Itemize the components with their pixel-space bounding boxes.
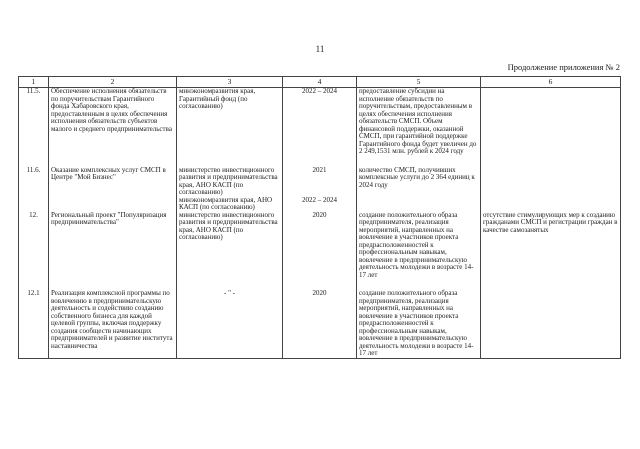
responsible-party: минэкономразвития края, Гарантийный фонд (по согласованию) <box>177 88 283 156</box>
effect-note <box>481 197 621 212</box>
column-header: 3 <box>177 77 283 88</box>
table-row <box>19 212 621 280</box>
column-header: 1 <box>19 77 49 88</box>
row-number: 11.6. <box>19 167 49 197</box>
measure-text <box>49 197 177 212</box>
row-number: 12.1 <box>19 290 49 358</box>
responsible-party: - " - <box>177 290 283 358</box>
column-header: 5 <box>357 77 481 88</box>
appendix-table <box>18 76 621 359</box>
table-row <box>19 290 621 358</box>
column-header: 2 <box>49 77 177 88</box>
effect-note: отсутствие стимулирующих мер к созданию гражданами СМСП и регистрации граждан в качестве самозанятых <box>481 212 621 280</box>
expected-result: количество СМСП, получивших комплексные услуги до 2 364 единиц к 2024 году <box>357 167 481 197</box>
term: 2022 – 2024 <box>283 197 357 212</box>
column-header: 4 <box>283 77 357 88</box>
effect-note <box>481 167 621 197</box>
term: 2021 <box>283 167 357 197</box>
row-number <box>19 197 49 212</box>
term: 2020 <box>283 212 357 280</box>
row-number: 12. <box>19 212 49 280</box>
expected-result: создание положительного образа предпринимателя, реализация мероприятий, направленных на вовлечение в участников проекта предрасположенностей к профессиональным навыкам, вовлечение в предпринимательскую деятельность молодежи в возрасте 14-17 лет <box>357 212 481 280</box>
effect-note <box>481 88 621 156</box>
header-row <box>19 77 621 88</box>
measure-text: Оказание комплексных услуг СМСП в Центре "Мой Бизнес" <box>49 167 177 197</box>
column-header: 6 <box>481 77 621 88</box>
table-spacer <box>19 156 621 167</box>
table-row <box>19 88 621 156</box>
responsible-party: министерство инвестиционного развития и предпринимательства края, АНО КАСП (по согласованию) <box>177 212 283 280</box>
responsible-party: минэкономразвития края, АНО КАСП (по согласованию) <box>177 197 283 212</box>
effect-note <box>481 290 621 358</box>
measure-text: Региональный проект "Популяризация предпринимательства" <box>49 212 177 280</box>
expected-result <box>357 197 481 212</box>
term: 2020 <box>283 290 357 358</box>
page-number: 11 <box>315 44 325 54</box>
measure-text: Реализация комплексной программы по вовлечению в предпринимательскую деятельность и содействию созданию собственного бизнеса для каждой целевой группы, включая поддержку создания сообществ начинающих предпринимателей и развитие института наставничества <box>49 290 177 358</box>
responsible-party: министерство инвестиционного развития и предпринимательства края, АНО КАСП (по согласованию) <box>177 167 283 197</box>
row-number: 11.5. <box>19 88 49 156</box>
expected-result: создание положительного образа предпринимателя, реализация мероприятий, направленных на вовлечение в участников проекта предрасположенностей к профессиональным навыкам, вовлечение в предпринимательскую деятельность молодежи в возрасте 14-17 лет <box>357 290 481 358</box>
expected-result: предоставление субсидии на исполнение обязательств по поручительствам, предоставленным в целях обеспечения исполнения обязательств СМСП. Объем финансовой поддержки, оказанной СМСП, при гарантийной поддержке Гарантийного фонда будет увеличен до 2 249,1531 млн. рублей к 2024 году <box>357 88 481 156</box>
term: 2022 – 2024 <box>283 88 357 156</box>
table-row <box>19 197 621 212</box>
measure-text: Обеспечение исполнения обязательств по поручительствам Гарантийного фонда Хабаровского края, предоставленным в целях обеспечения исполнения обязательств субъектов малого и среднего предпринимательства <box>49 88 177 156</box>
continuation-note: Продолжение приложения № 2 <box>507 62 620 72</box>
table-row <box>19 167 621 197</box>
